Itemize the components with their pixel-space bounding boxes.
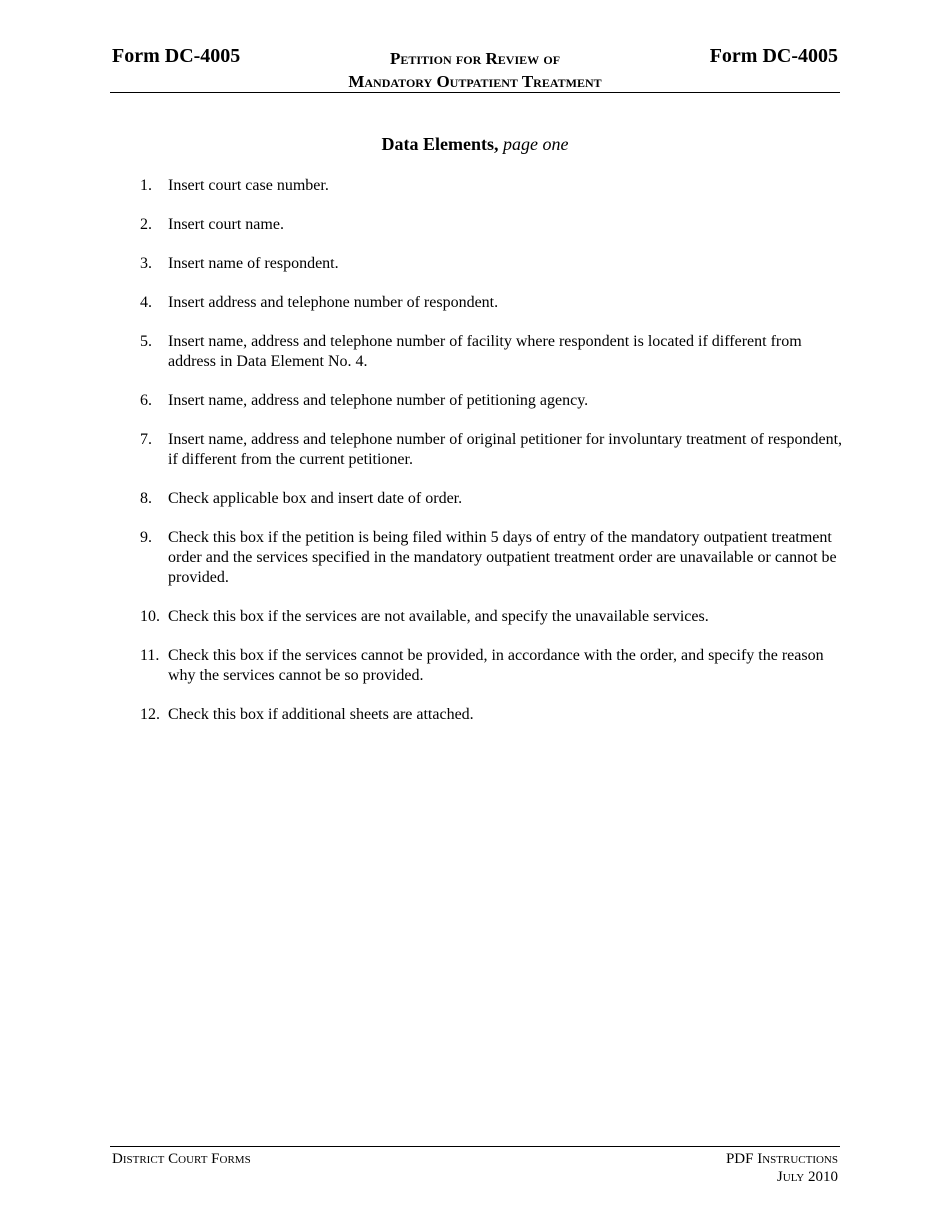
list-item [140,528,852,588]
page-title-line-1: Petition for Review of [389,49,561,68]
list-item-number: 5. [140,333,152,350]
list-item-text: Insert name of respondent. [168,255,339,272]
footer-revision [726,1150,838,1186]
footer-divider [110,1146,840,1147]
list-item-number: 7. [140,431,152,448]
list-item-number: 12. [140,706,160,723]
section-heading [110,133,840,155]
footer-publisher: District Court Forms [112,1151,251,1167]
list-item-number: 11. [140,647,160,664]
page-title-line-2: Mandatory Outpatient Treatment [348,72,602,91]
list-item [140,705,852,725]
list-item-number: 10. [140,608,160,625]
list-item-text: Check applicable box and insert date of order. [168,490,463,507]
list-item-number: 3. [140,255,152,272]
page-title [250,47,700,93]
list-item-text: Insert name, address and telephone number of facility where respondent is located if different from address in Data Element No. 4. [168,333,802,370]
list-item-text: Insert court case number. [168,177,329,194]
section-heading-italic: page one [503,134,569,154]
list-item-number: 8. [140,490,152,507]
list-item [140,430,852,470]
list-item-text: Check this box if the petition is being filed within 5 days of entry of the mandatory outpatient treatment order and the services specified in the mandatory outpatient treatment order are unavailable or cannot be provided. [168,529,837,586]
list-item-text: Insert name, address and telephone number of original petitioner for involuntary treatment of respondent, if different from the current petitioner. [168,431,843,468]
list-item-number: 6. [140,392,152,409]
list-item [140,176,852,196]
list-item-text: Insert court name. [168,216,284,233]
list-item [140,254,852,274]
list-item-text: Insert address and telephone number of respondent. [168,294,499,311]
list-item-number: 9. [140,529,152,546]
form-number-left: Form DC-4005 [112,45,241,67]
list-item [140,607,852,627]
list-item [140,646,852,686]
section-heading-bold: Data Elements, [381,134,499,154]
header-divider [110,92,840,93]
list-item-text: Check this box if the services cannot be provided, in accordance with the order, and specify the reason why the services cannot be so provided. [168,647,824,684]
footer-doc-type: PDF Instructions [725,1151,838,1167]
list-item [140,332,852,372]
list-item-number: 2. [140,216,152,233]
list-item-text: Check this box if additional sheets are attached. [168,706,474,723]
list-item [140,489,852,509]
data-elements-list [140,176,852,744]
list-item [140,293,852,313]
footer-date: July 2010 [776,1169,838,1185]
list-item-text: Insert name, address and telephone number of petitioning agency. [168,392,589,409]
list-item-number: 1. [140,177,152,194]
list-item-number: 4. [140,294,152,311]
form-number-right: Form DC-4005 [709,45,838,67]
list-item [140,215,852,235]
list-item-text: Check this box if the services are not available, and specify the unavailable services. [168,608,709,625]
list-item [140,391,852,411]
